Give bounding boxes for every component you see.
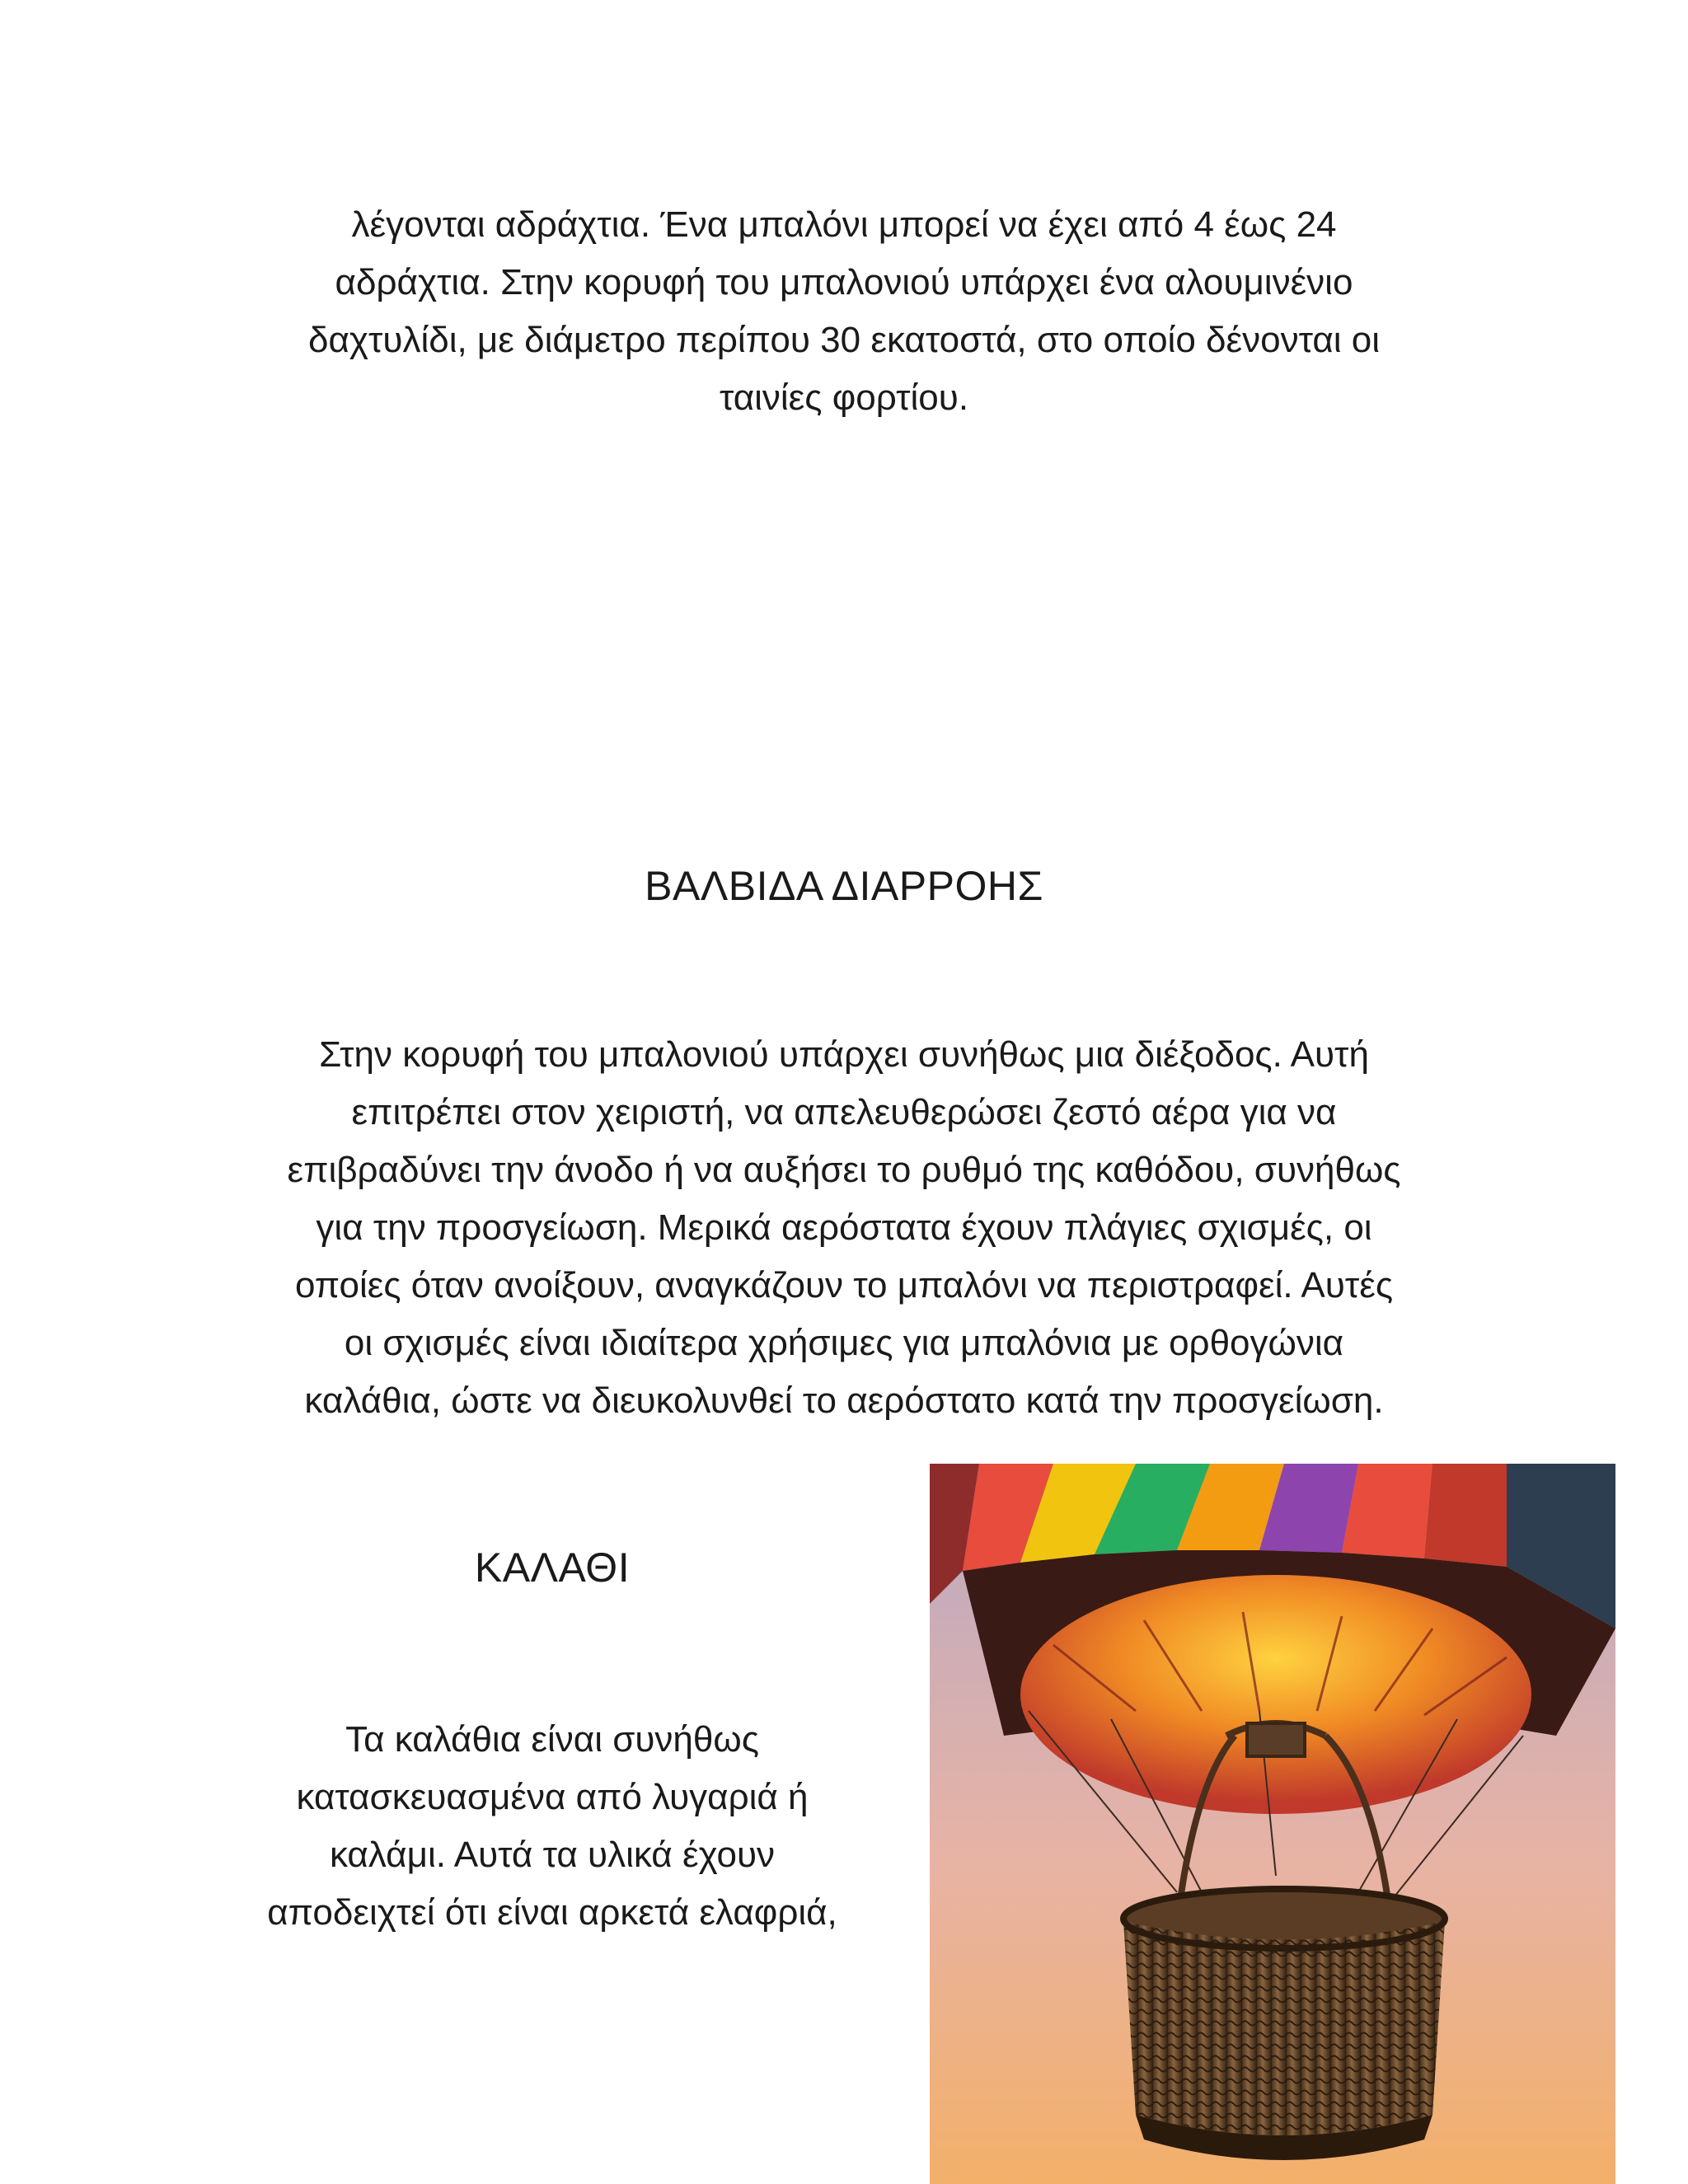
text-line: καλάθια, ώστε να διευκολυνθεί το αερόστατο κατά την προσγείωση.: [304, 1380, 1384, 1421]
text-line: επιβραδύνει την άνοδο ή να αυξήσει το ρυθμό της καθόδου, συνήθως: [287, 1150, 1401, 1190]
text-line: ταινίες φορτίου.: [719, 377, 969, 418]
text-line: Στην κορυφή του μπαλονιού υπάρχει συνήθως μια διέξοδος. Αυτή: [319, 1034, 1369, 1075]
wicker-basket: [1123, 1888, 1445, 2160]
paragraph-spindles: [165, 196, 1523, 427]
text-line: λέγονται αδράχτια. Ένα μπαλόνι μπορεί να έχει από 4 έως 24: [351, 204, 1337, 245]
heading-basket: ΚΑΛΑΘΙ: [474, 1544, 631, 1591]
text-line: δαχτυλίδι, με διάμετρο περίπου 30 εκατοστά, στο οποίο δένονται οι: [307, 320, 1381, 360]
text-line: κατασκευασμένα από λυγαριά ή: [296, 1777, 809, 1817]
paragraph-release-valve: [165, 1026, 1523, 1430]
heading-release-valve: ΒΑΛΒΙΔΑ ΔΙΑΡΡΟΗΣ: [645, 863, 1043, 909]
text-line: Τα καλάθια είναι συνήθως: [345, 1719, 759, 1760]
balloon-illustration: [930, 1464, 1615, 2184]
hot-air-balloon-photo: [930, 1464, 1615, 2184]
text-line: καλάμι. Αυτά τα υλικά έχουν: [329, 1835, 776, 1875]
text-line: αδράχτια. Στην κορυφή του μπαλονιού υπάρχει ένα αλουμινένιο: [335, 262, 1353, 302]
text-line: οποίες όταν ανοίξουν, αναγκάζουν το μπαλόνι να περιστραφεί. Αυτές: [294, 1265, 1394, 1305]
text-line: επιτρέπει στον χειριστή, να απελευθερώσει ζεστό αέρα για να: [351, 1092, 1337, 1132]
paragraph-basket: [190, 1711, 915, 1942]
text-line: για την προσγείωση. Μερικά αερόστατα έχουν πλάγιες σχισμές, οι: [316, 1207, 1372, 1248]
text-line: αποδειχτεί ότι είναι αρκετά ελαφριά,: [267, 1892, 837, 1933]
text-line: οι σχισμές είναι ιδιαίτερα χρήσιμες για μπαλόνια με ορθογώνια: [344, 1323, 1344, 1363]
